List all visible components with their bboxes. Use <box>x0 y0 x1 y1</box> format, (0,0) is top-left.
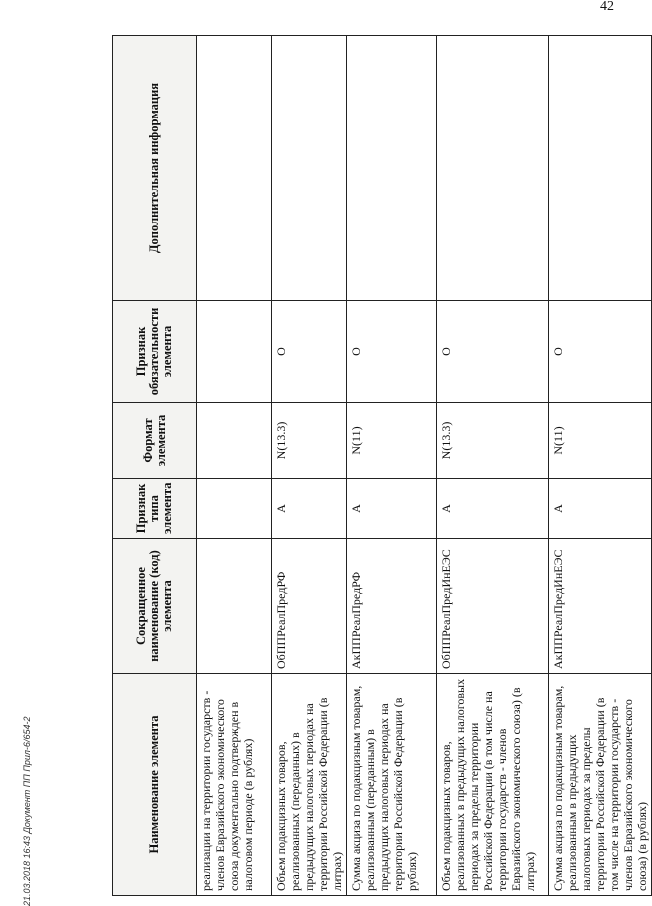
cell-type: А <box>347 479 437 539</box>
cell-required: О <box>272 301 347 403</box>
page-number: 42 <box>600 0 614 14</box>
cell-code: АкППРеалПредИнЕЭС <box>549 539 652 674</box>
cell-name: Сумма акциза по подакцизным товарам, реализованным (переданным) в предыдущих налоговых периодах на территории Российской Федерации (в рублях) <box>347 674 437 896</box>
cell-info <box>437 36 549 301</box>
header-name: Наименование элемента <box>113 674 197 896</box>
cell-code: ОбППРеалПредИнЕЭС <box>437 539 549 674</box>
cell-info <box>197 36 272 301</box>
cell-format: N(11) <box>347 403 437 479</box>
header-row <box>113 36 197 896</box>
cell-required: О <box>347 301 437 403</box>
cell-name: Объем подакцизных товаров, реализованных (переданных) в предыдущих налоговых периодах на территории Российской Федерации (в литрах) <box>272 674 347 896</box>
footer-note: 21.03.2018 16:43 Документ ПП Прил-6/654-2 <box>22 716 32 906</box>
cell-required <box>197 301 272 403</box>
cell-format: N(11) <box>549 403 652 479</box>
header-format: Формат элемента <box>113 403 197 479</box>
cell-name: Сумма акциза по подакцизным товарам, реализованным в предыдущих налоговых периодах за пределы территории Российской Федерации (в том числе на территории государств - членов Евразийского экономического союза) (в рублях) <box>549 674 652 896</box>
table-row <box>437 36 549 896</box>
cell-format <box>197 403 272 479</box>
cell-type: А <box>437 479 549 539</box>
cell-required: О <box>437 301 549 403</box>
cell-code: АкППРеалПредРФ <box>347 539 437 674</box>
cell-code <box>197 539 272 674</box>
cell-name: Объем подакцизных товаров, реализованных в предыдущих налоговых периодах за пределы территории Российской Федерации (в том числе на территории государств - членов Евразийского экономического союза) (в литрах) <box>437 674 549 896</box>
table-row <box>549 36 652 896</box>
cell-info <box>549 36 652 301</box>
cell-format: N(13.3) <box>272 403 347 479</box>
cell-format: N(13.3) <box>437 403 549 479</box>
cell-required: О <box>549 301 652 403</box>
cell-type <box>197 479 272 539</box>
cell-type: А <box>549 479 652 539</box>
table-row <box>197 36 272 896</box>
table-row <box>347 36 437 896</box>
table-row <box>272 36 347 896</box>
cell-code: ОбППРеалПредРФ <box>272 539 347 674</box>
cell-info <box>272 36 347 301</box>
header-info: Дополнительная информация <box>113 36 197 301</box>
cell-name: реализации на территории государств - членов Евразийского экономического союза документально подтвержден в налоговом периоде (в рублях) <box>197 674 272 896</box>
cell-info <box>347 36 437 301</box>
header-type: Признак типа элемента <box>113 479 197 539</box>
cell-type: А <box>272 479 347 539</box>
header-code: Сокращенное наименование (код) элемента <box>113 539 197 674</box>
header-required: Признак обязательности элемента <box>113 301 197 403</box>
spec-table <box>112 35 652 896</box>
spec-table-rotated <box>112 36 649 896</box>
